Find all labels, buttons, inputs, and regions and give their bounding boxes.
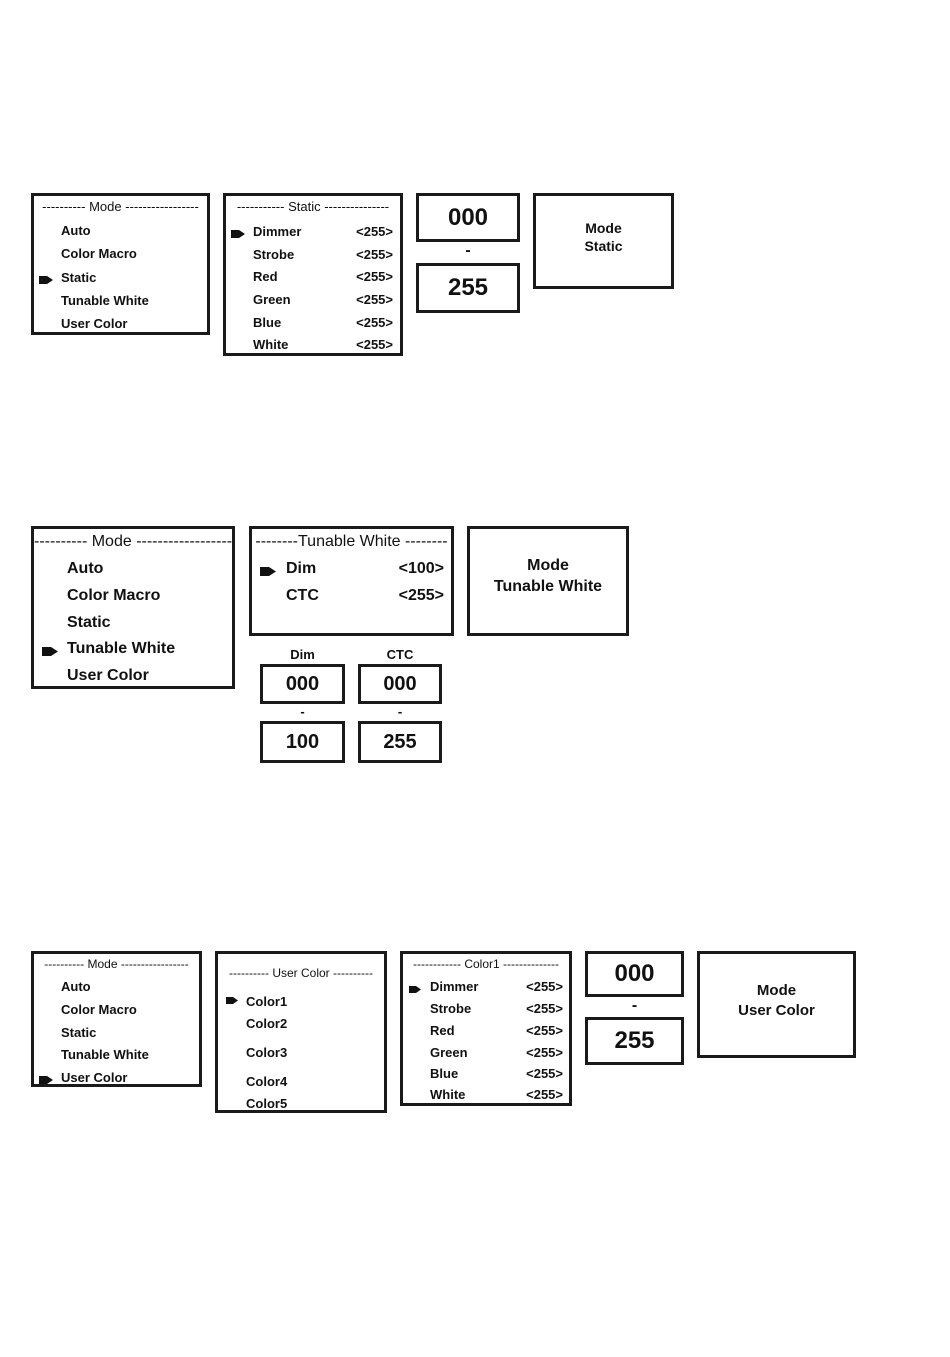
info-line-2: Tunable White <box>493 578 603 595</box>
menu-item-blue[interactable]: Blue <box>253 315 282 330</box>
menu-value-green: <255> <box>356 292 393 307</box>
menu-header: ---------- User Color ---------- <box>229 966 373 980</box>
menu-header: ------------ Color1 -------------- <box>413 957 559 971</box>
menu-item-color2[interactable]: Color2 <box>246 1016 288 1031</box>
dim-max-display: 100 <box>260 721 345 763</box>
info-line-1: Mode <box>756 982 797 999</box>
static-menu <box>223 193 403 356</box>
menu-item-color5[interactable]: Color5 <box>246 1096 288 1111</box>
user-color-menu <box>215 951 387 1113</box>
menu-item-ctc[interactable]: CTC <box>286 587 319 604</box>
menu-item-auto[interactable]: Auto <box>67 560 104 577</box>
color1-menu <box>400 951 572 1106</box>
menu-value-dimmer: <255> <box>526 979 563 994</box>
menu-item-auto[interactable]: Auto <box>61 979 91 994</box>
menu-value-white: <255> <box>526 1087 563 1102</box>
range-max-display: 255 <box>416 263 520 313</box>
mode-info-display <box>467 526 629 636</box>
menu-item-auto[interactable]: Auto <box>61 223 91 238</box>
menu-value-green: <255> <box>526 1045 563 1060</box>
menu-value-strobe: <255> <box>526 1001 563 1016</box>
range-min-display: 000 <box>585 951 684 997</box>
ctc-max-display: 255 <box>358 721 442 763</box>
menu-item-green[interactable]: Green <box>430 1045 468 1060</box>
menu-header: --------Tunable White -------- <box>255 533 448 550</box>
menu-header: ---------- Mode ----------------- <box>42 199 199 214</box>
info-line-2: User Color <box>738 1002 815 1019</box>
info-line-2: Static <box>584 238 623 254</box>
menu-value-white: <255> <box>356 337 393 352</box>
menu-item-red[interactable]: Red <box>430 1023 455 1038</box>
menu-item-tunable-white[interactable]: Tunable White <box>67 640 176 657</box>
menu-item-color3[interactable]: Color3 <box>246 1045 288 1060</box>
menu-value-dim: <100> <box>398 560 444 577</box>
info-line-1: Mode <box>527 557 569 574</box>
menu-item-blue[interactable]: Blue <box>430 1066 459 1081</box>
range-separator: - <box>631 997 638 1014</box>
menu-item-color-macro[interactable]: Color Macro <box>61 1002 137 1017</box>
menu-item-color-macro[interactable]: Color Macro <box>61 246 137 261</box>
menu-value-red: <255> <box>356 269 393 284</box>
mode-menu-tunable-white-selected <box>31 526 235 689</box>
dim-min-display: 000 <box>260 664 345 704</box>
menu-item-user-color[interactable]: User Color <box>61 1070 128 1085</box>
menu-item-green[interactable]: Green <box>253 292 291 307</box>
mode-info-display <box>533 193 674 289</box>
menu-item-dimmer[interactable]: Dimmer <box>253 224 302 239</box>
menu-value-ctc: <255> <box>398 587 444 604</box>
menu-item-dim[interactable]: Dim <box>286 560 317 577</box>
range-separator: - <box>465 242 471 259</box>
menu-value-dimmer: <255> <box>356 224 393 239</box>
tunable-white-menu <box>249 526 454 636</box>
menu-value-strobe: <255> <box>356 247 393 262</box>
menu-item-tunable-white[interactable]: Tunable White <box>61 1047 149 1062</box>
menu-item-user-color[interactable]: User Color <box>61 316 128 331</box>
range-max-display: 255 <box>585 1017 684 1065</box>
menu-value-blue: <255> <box>356 315 393 330</box>
menu-item-static[interactable]: Static <box>61 1025 97 1040</box>
dim-range-label: Dim <box>290 647 315 662</box>
menu-item-tunable-white[interactable]: Tunable White <box>61 293 149 308</box>
info-line-1: Mode <box>585 220 622 236</box>
mode-info-display <box>697 951 856 1058</box>
menu-item-white[interactable]: White <box>253 337 289 352</box>
menu-item-strobe[interactable]: Strobe <box>430 1001 472 1016</box>
dim-range-separator: - <box>300 704 305 719</box>
menu-item-color1[interactable]: Color1 <box>246 994 288 1009</box>
mode-menu-user-color-selected <box>31 951 202 1087</box>
ctc-min-display: 000 <box>358 664 442 704</box>
mode-menu-static-selected <box>31 193 210 335</box>
ctc-range-separator: - <box>397 704 403 719</box>
menu-header: ---------- Mode ------------------ <box>34 533 232 550</box>
menu-item-user-color[interactable]: User Color <box>67 667 149 684</box>
menu-header: ---------- Mode ----------------- <box>44 957 189 971</box>
menu-item-static[interactable]: Static <box>61 270 97 285</box>
menu-item-red[interactable]: Red <box>253 269 278 284</box>
menu-item-static[interactable]: Static <box>67 614 111 631</box>
menu-item-dimmer[interactable]: Dimmer <box>430 979 479 994</box>
range-min-display: 000 <box>416 193 520 242</box>
menu-item-white[interactable]: White <box>430 1087 466 1102</box>
menu-value-red: <255> <box>526 1023 563 1038</box>
menu-value-blue: <255> <box>526 1066 563 1081</box>
menu-header: ----------- Static --------------- <box>236 199 390 214</box>
ctc-range-label: CTC <box>386 647 414 662</box>
menu-item-color4[interactable]: Color4 <box>246 1074 288 1089</box>
menu-item-color-macro[interactable]: Color Macro <box>67 587 161 604</box>
menu-item-strobe[interactable]: Strobe <box>253 247 295 262</box>
